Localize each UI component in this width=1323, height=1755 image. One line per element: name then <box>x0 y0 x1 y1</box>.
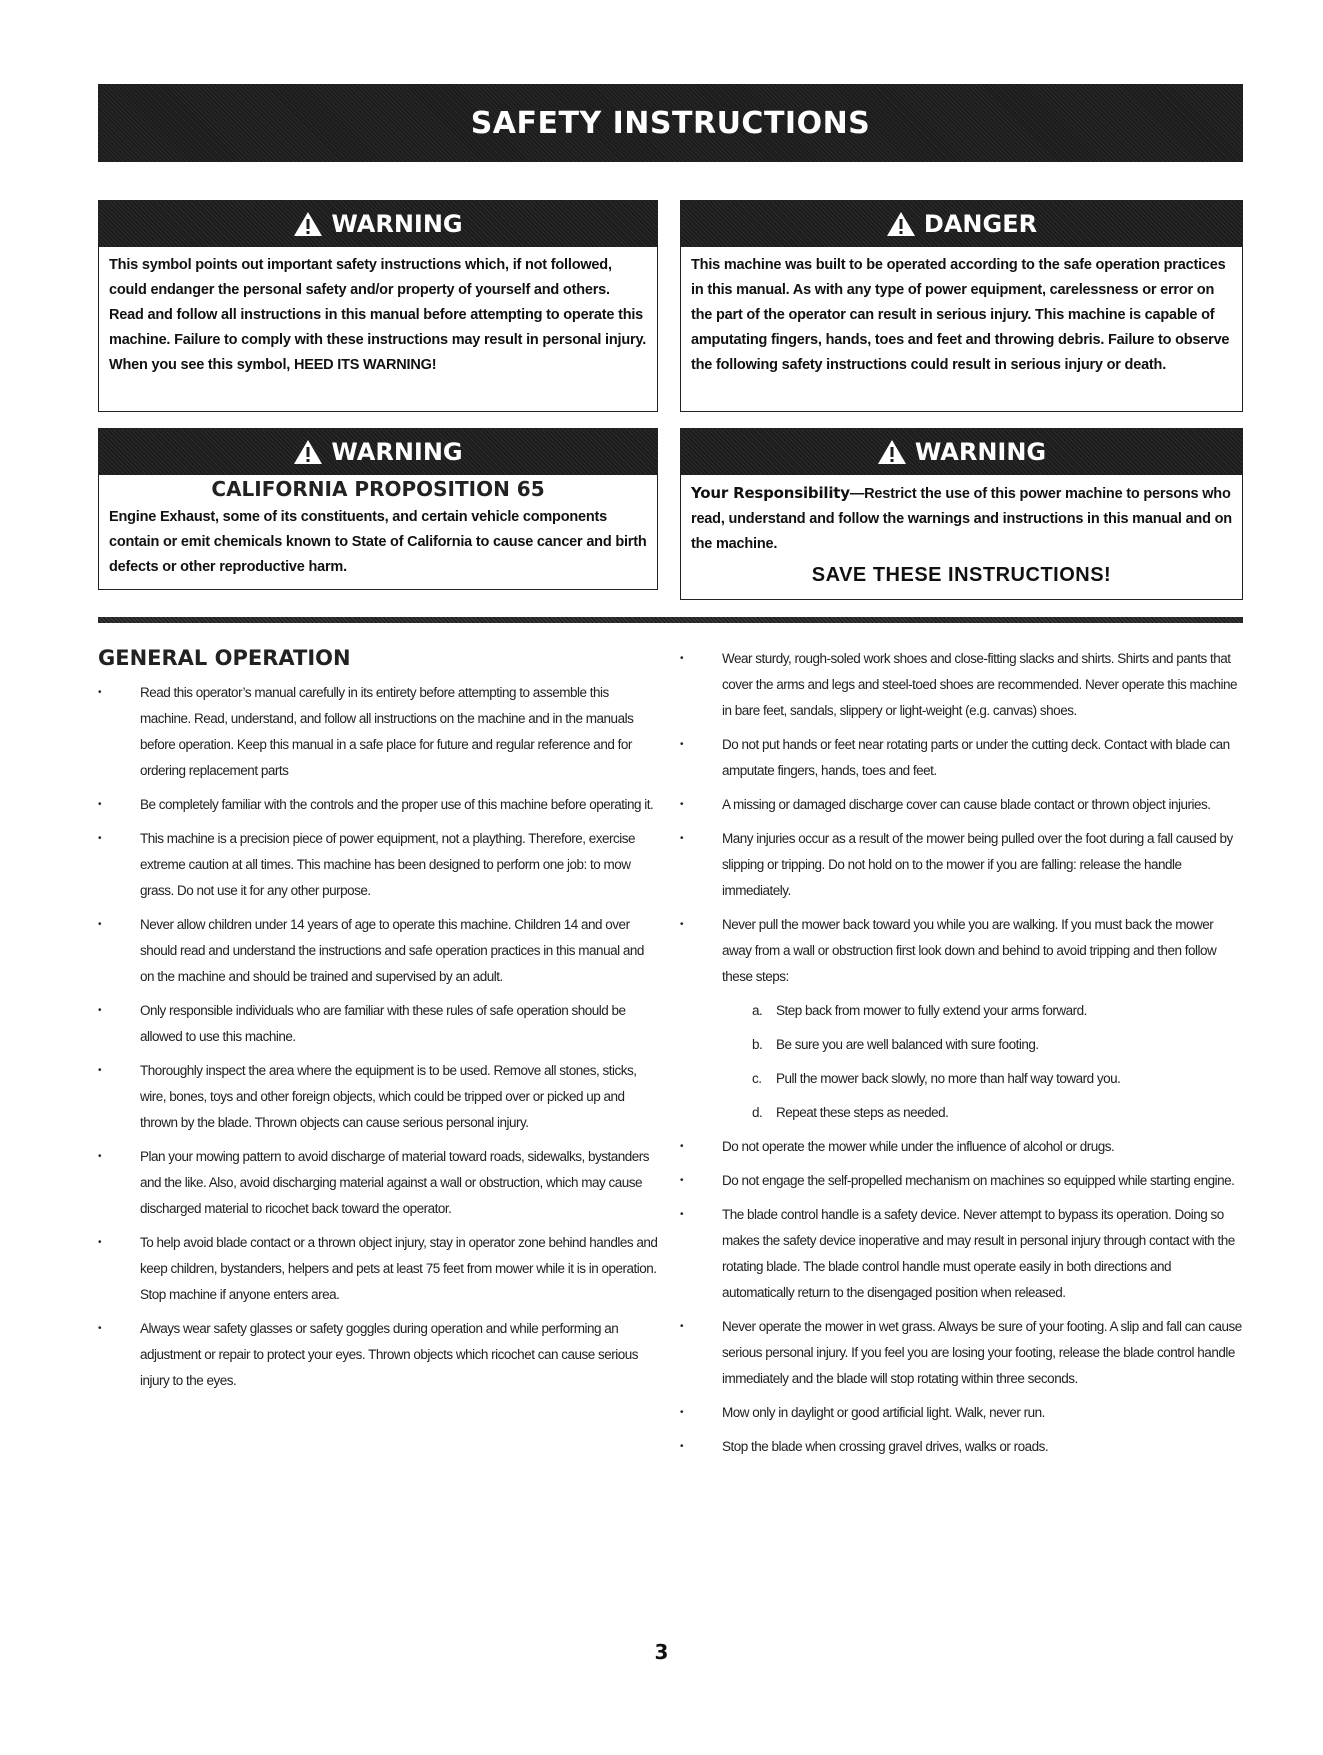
warning-box-prop65 <box>98 428 658 590</box>
list-item: • Do not operate the mower while under the influence of alcohol or drugs. <box>680 1134 1243 1160</box>
list-item: • Plan your mowing pattern to avoid discharge of material toward roads, sidewalks, bystanders and the like. Also, avoid discharging material against a wall or obstruction, which may cause discharged material to ricochet back toward the operator. <box>98 1144 658 1222</box>
warning-triangle-icon <box>293 211 323 237</box>
warning-header <box>99 429 657 475</box>
left-column <box>98 680 658 1402</box>
danger-header <box>681 201 1242 247</box>
step-text: Step back from mower to fully extend your arms forward. <box>776 1003 1087 1018</box>
step-item <box>680 1100 1243 1126</box>
prop65-subtitle: CALIFORNIA PROPOSITION 65 <box>211 477 545 501</box>
step-letter: a. <box>752 1003 763 1018</box>
page-title: SAFETY INSTRUCTIONS <box>470 105 871 141</box>
page-number: 3 <box>654 1640 669 1664</box>
danger-body-text: This machine was built to be operated according to the safe operation practices in this manual. As with any type of power equipment, carelessness or error on the part of the operator can result in serious injury. This machine is capable of amputating fingers, hands, toes and feet and throwing debris. Failure to observe the following safety instructions could result in serious injury or death. <box>691 257 1230 373</box>
section-title-general-operation: GENERAL OPERATION <box>98 646 351 670</box>
warning-header-label: WARNING <box>331 210 463 238</box>
steps-list <box>680 998 1243 1126</box>
step-item <box>680 1066 1243 1092</box>
warning-box-symbol <box>98 200 658 412</box>
page-banner <box>98 84 1243 162</box>
step-letter: c. <box>752 1071 762 1086</box>
warning-header <box>99 201 657 247</box>
list-item: • Wear sturdy, rough-soled work shoes and close-fitting slacks and shirts. Shirts and pants that cover the arms and legs and steel-toed shoes are recommended. Never operate this machine in bare feet, sandals, slippery or light-weight (e.g. canvas) shoes. <box>680 646 1243 724</box>
right-bullet-list-continued <box>680 1134 1243 1460</box>
list-item: • Many injuries occur as a result of the mower being pulled over the foot during a fall caused by slipping or tripping. Do not hold on to the mower if you are falling: release the handle immediately. <box>680 826 1243 904</box>
step-letter: d. <box>752 1105 763 1120</box>
step-text: Be sure you are well balanced with sure footing. <box>776 1037 1039 1052</box>
warning-triangle-icon <box>886 211 916 237</box>
list-item: • Never allow children under 14 years of age to operate this machine. Children 14 and over should read and understand the instructions and safe operation practices in this manual and on the machine and should be trained and supervised by an adult. <box>98 912 658 990</box>
step-item <box>680 998 1243 1024</box>
warning-box-responsibility <box>680 428 1243 600</box>
list-item: • Always wear safety glasses or safety goggles during operation and while performing an adjustment or repair to protect your eyes. Thrown objects which ricochet can cause serious injury to the eyes. <box>98 1316 658 1394</box>
left-bullet-list <box>98 680 658 1394</box>
step-letter: b. <box>752 1037 763 1052</box>
list-item: • Be completely familiar with the controls and the proper use of this machine before operating it. <box>98 792 658 818</box>
responsibility-text: —Restrict the use of this power machine to persons who read, understand and follow the warnings and instructions in this manual and on the machine. <box>691 486 1232 552</box>
danger-header-label: DANGER <box>923 210 1038 238</box>
step-text: Pull the mower back slowly, no more than half way toward you. <box>776 1071 1121 1086</box>
step-item <box>680 1032 1243 1058</box>
danger-box <box>680 200 1243 412</box>
list-item: • Read this operator’s manual carefully in its entirety before attempting to assemble this machine. Read, understand, and follow all instructions on the machine and in the manuals before operation. Keep this manual in a safe place for future and regular reference and for ordering replacement parts <box>98 680 658 784</box>
list-item: • A missing or damaged discharge cover can cause blade contact or thrown object injuries. <box>680 792 1243 818</box>
list-item: • Mow only in daylight or good artificial light. Walk, never run. <box>680 1400 1243 1426</box>
list-item: • Never operate the mower in wet grass. Always be sure of your footing. A slip and fall can cause serious personal injury. If you feel you are losing your footing, release the blade control handle immediately and the blade will stop rotating within three seconds. <box>680 1314 1243 1392</box>
list-item: • To help avoid blade contact or a thrown object injury, stay in operator zone behind handles and keep children, bystanders, helpers and pets at least 75 feet from mower while it is in operation. Stop machine if anyone enters area. <box>98 1230 658 1308</box>
right-bullet-list <box>680 646 1243 990</box>
save-instructions-text: SAVE THESE INSTRUCTIONS! <box>811 564 1112 586</box>
list-item: • Never pull the mower back toward you while you are walking. If you must back the mower away from a wall or obstruction first look down and behind to avoid tripping and then follow these steps: <box>680 912 1243 990</box>
list-item: • Thoroughly inspect the area where the equipment is to be used. Remove all stones, sticks, wire, bones, toys and other foreign objects, which could be tripped over or picked up and thrown by the blade. Thrown objects can cause serious personal injury. <box>98 1058 658 1136</box>
list-item: • Do not engage the self-propelled mechanism on machines so equipped while starting engine. <box>680 1168 1243 1194</box>
responsibility-body <box>681 475 1242 592</box>
section-divider <box>98 617 1243 623</box>
list-item: • Stop the blade when crossing gravel drives, walks or roads. <box>680 1434 1243 1460</box>
prop65-body-text: Engine Exhaust, some of its constituents, and certain vehicle components contain or emit chemicals known to State of California to cause cancer and birth defects or other reproductive harm. <box>109 509 647 575</box>
warning-header-label: WARNING <box>914 438 1047 466</box>
warning-header <box>681 429 1242 475</box>
list-item: • This machine is a precision piece of power equipment, not a plaything. Therefore, exercise extreme caution at all times. This machine has been designed to perform one job: to mow grass. Do not use it for any other purpose. <box>98 826 658 904</box>
right-column <box>680 646 1243 1468</box>
warning-body-text: This symbol points out important safety instructions which, if not followed, could endanger the personal safety and/or property of yourself and others. Read and follow all instructions in this manual before attempting to operate this machine. Failure to comply with these instructions may result in personal injury. When you see this symbol, HEED ITS WARNING! <box>109 257 647 373</box>
list-item: • The blade control handle is a safety device. Never attempt to bypass its operation. Doing so makes the safety device inoperative and may result in personal injury through contact with the rotating blade. The blade control handle must operate easily in both directions and automatically return to the disengaged position when released. <box>680 1202 1243 1306</box>
warning-triangle-icon <box>877 439 907 465</box>
responsibility-title: Your Responsibility <box>691 484 850 502</box>
warning-triangle-icon <box>293 439 323 465</box>
list-item: • Do not put hands or feet near rotating parts or under the cutting deck. Contact with blade can amputate fingers, hands, toes and feet. <box>680 732 1243 784</box>
list-item: • Only responsible individuals who are familiar with these rules of safe operation should be allowed to use this machine. <box>98 998 658 1050</box>
step-text: Repeat these steps as needed. <box>776 1105 949 1120</box>
warning-header-label: WARNING <box>331 438 463 466</box>
